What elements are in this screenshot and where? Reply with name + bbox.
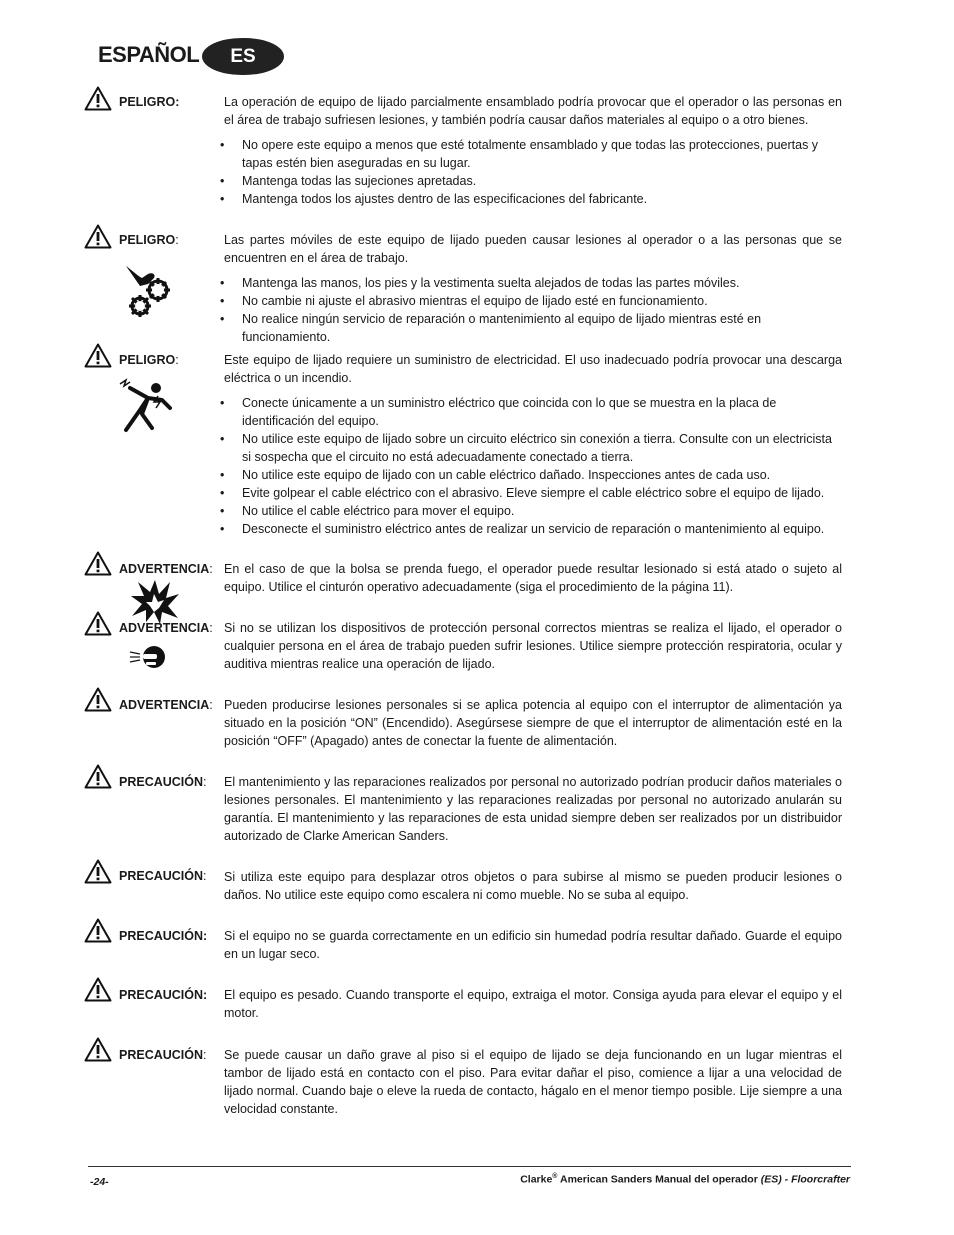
- list-item: • No opere este equipo a menos que esté totalmente ensamblado y que todas las protecciones, puertas y tapas estén bien aseguradas en su lugar.: [220, 136, 842, 172]
- section-text: El mantenimiento y las reparaciones realizados por personal no autorizado podrían producir daños materiales o lesiones personales. El mantenimiento y las reparaciones realizadas por personal no autorizado anularán su garantía. El mantenimiento y las reparaciones de esta unidad siempre deben ser realizados por un distribuidor autorizado de Clarke American Sanders.: [224, 775, 842, 843]
- list-item: • Mantenga todos los ajustes dentro de las especificaciones del fabricante.: [220, 190, 842, 208]
- explosion-fire-icon: [130, 578, 180, 624]
- footer-title: Clarke® American Sanders Manual del operador (ES) - Floorcrafter: [520, 1173, 850, 1186]
- list-item: • Mantenga las manos, los pies y la vestimenta suelta alejados de todas las partes móviles.: [220, 274, 842, 292]
- language-badge: ES: [202, 38, 284, 75]
- section-label: ADVERTENCIA:: [119, 562, 213, 576]
- list-item: • Conecte únicamente a un suministro eléctrico que coincida con lo que se muestra en la placa de identificación del equipo.: [220, 394, 842, 430]
- moving-parts-hand-gear-icon: [120, 262, 176, 320]
- list-item: • No utilice este equipo de lijado con un cable eléctrico dañado. Inspecciones antes de cada uso.: [220, 466, 842, 484]
- warning-triangle-icon: [84, 764, 112, 789]
- section-label: ADVERTENCIA:: [119, 621, 213, 635]
- warning-triangle-icon: [84, 977, 112, 1002]
- list-item: • Evite golpear el cable eléctrico con el abrasivo. Eleve siempre el cable eléctrico sobre el equipo de lijado.: [220, 484, 842, 502]
- warning-triangle-icon: [84, 551, 112, 576]
- warning-triangle-icon: [84, 86, 112, 111]
- section-label: PELIGRO:: [119, 353, 179, 367]
- section-text: Las partes móviles de este equipo de lijado pueden causar lesiones al operador o a las personas que se encuentren en el área de trabajo.: [224, 233, 842, 265]
- warning-triangle-icon: [84, 859, 112, 884]
- section-label: PRECAUCIÓN:: [119, 775, 207, 789]
- section-text: El equipo es pesado. Cuando transporte el equipo, extraiga el motor. Consiga ayuda para elevar el equipo y el motor.: [224, 988, 842, 1020]
- section-label: PRECAUCIÓN:: [119, 869, 207, 883]
- section-text: Si no se utilizan los dispositivos de protección personal correctos mientras se realiza el lijado, el operador o cualquier persona en el área de trabajo pueden sufrir lesiones. Utilice siempre protección respiratoria, ocular y auditiva mientras realice una operación de lijado.: [224, 621, 842, 671]
- warning-triangle-icon: [84, 1037, 112, 1062]
- section-text: Si el equipo no se guarda correctamente en un edificio sin humedad podría resultar dañado. Guarde el equipo en un lugar seco.: [224, 929, 842, 961]
- section-text: Pueden producirse lesiones personales si se aplica potencia al equipo con el interruptor de alimentación ya situado en la posición “ON” (Encendido). Asegúrsese siempre de que el interruptor de alimentación esté en la posición “OFF” (Apagado) antes de conectar la fuente de alimentación.: [224, 698, 842, 748]
- list-item: • No utilice este equipo de lijado sobre un circuito eléctrico sin conexión a tierra. Consulte con un electricista si sospecha que el circuito no está adecuadamente conectado a tierra.: [220, 430, 842, 466]
- warning-triangle-icon: [84, 224, 112, 249]
- warning-triangle-icon: [84, 611, 112, 636]
- safety-helmet-goggles-icon: [128, 644, 168, 670]
- section-label: PRECAUCIÓN:: [119, 929, 208, 943]
- section-label: PELIGRO:: [119, 95, 180, 109]
- section-label: PRECAUCIÓN:: [119, 1048, 207, 1062]
- section-text: La operación de equipo de lijado parcialmente ensamblado podría provocar que el operador o las personas en el área de trabajo sufriesen lesiones, y también podría causar daños materiales al equipo o a otro bienes.: [224, 95, 842, 127]
- bullet-list: [220, 394, 842, 538]
- footer-divider: [88, 1166, 851, 1167]
- warning-triangle-icon: [84, 343, 112, 368]
- section-text: Si utiliza este equipo para desplazar otros objetos o para subirse al mismo se pueden producir lesiones o daños. No utilice este equipo como escalera ni como mueble. No se suba al equipo.: [224, 870, 842, 902]
- section-text: En el caso de que la bolsa se prenda fuego, el operador puede resultar lesionado si está atado o sujeto al equipo. Utilice el cinturón operativo adecuadamente (siga el procedimiento de la página 11).: [224, 562, 842, 594]
- list-item: • No realice ningún servicio de reparación o mantenimiento al equipo de lijado mientras esté en funcionamiento.: [220, 310, 842, 346]
- section-text: Se puede causar un daño grave al piso si el equipo de lijado se deja funcionando en un lugar mientras el tambor de lijado está en contacto con el piso. Para evitar dañar el piso, comience a lijar a una velocidad de lijado normal. Cuando baje o eleve la rueda de contacto, hágalo en el menor tiempo posible. Lije siempre a una velocidad constante.: [224, 1048, 842, 1116]
- warning-triangle-icon: [84, 918, 112, 943]
- section-label: PRECAUCIÓN:: [119, 988, 208, 1002]
- list-item: • No utilice el cable eléctrico para mover el equipo.: [220, 502, 842, 520]
- list-item: • No cambie ni ajuste el abrasivo mientras el equipo de lijado esté en funcionamiento.: [220, 292, 842, 310]
- electric-shock-icon: [118, 378, 176, 434]
- section-label: ADVERTENCIA:: [119, 698, 213, 712]
- section-label: PELIGRO:: [119, 233, 179, 247]
- warning-triangle-icon: [84, 687, 112, 712]
- page-language-title: ESPAÑOL: [98, 42, 200, 67]
- page-number: -24-: [90, 1176, 109, 1188]
- bullet-list: [220, 136, 842, 208]
- list-item: • Desconecte el suministro eléctrico antes de realizar un servicio de reparación o mantenimiento al equipo.: [220, 520, 842, 538]
- bullet-list: [220, 274, 842, 346]
- section-text: Este equipo de lijado requiere un suministro de electricidad. El uso inadecuado podría provocar una descarga eléctrica o un incendio.: [224, 353, 842, 385]
- list-item: • Mantenga todas las sujeciones apretadas.: [220, 172, 842, 190]
